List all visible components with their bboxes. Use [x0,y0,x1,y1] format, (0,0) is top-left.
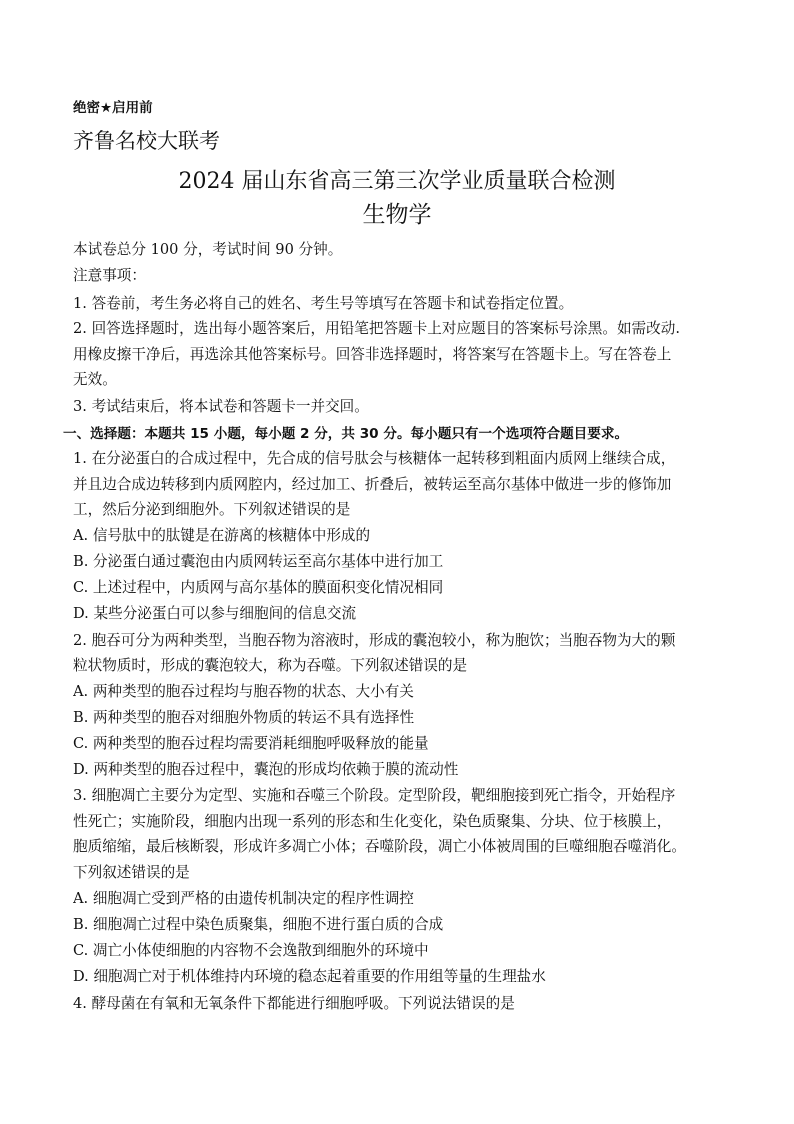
question-3-option-c: C. 凋亡小体使细胞的内容物不会逸散到细胞外的环境中 [73,942,429,959]
question-3-line-1: 3. 细胞凋亡主要分为定型、实施和吞噬三个阶段。定型阶段，靶细胞接到死亡指令，开始程序 [73,787,676,804]
exam-title: 2024 届山东省高三第三次学业质量联合检测 [178,169,616,194]
question-2-option-b: B. 两种类型的胞吞对细胞外物质的转运不具有选择性 [73,709,415,726]
organizer-title: 齐鲁名校大联考 [73,129,220,153]
question-3-option-b: B. 细胞凋亡过程中染色质聚集，细胞不进行蛋白质的合成 [73,916,444,933]
exam-intro: 本试卷总分 100 分，考试时间 90 分钟。 [73,241,343,258]
question-4-line-1: 4. 酵母菌在有氧和无氧条件下都能进行细胞呼吸。下列说法错误的是 [73,995,515,1012]
question-1-option-c: C. 上述过程中，内质网与高尔基体的膜面积变化情况相同 [73,579,444,596]
question-1-line-3: 工，然后分泌到细胞外。下列叙述错误的是 [73,501,351,518]
notice-item-3: 3. 考试结束后，将本试卷和答题卡一并交回。 [73,398,369,415]
question-3-line-3: 胞质缩缩，最后核断裂，形成许多凋亡小体；吞噬阶段，凋亡小体被周围的巨噬细胞吞噬消化。 [73,838,686,855]
question-3-option-a: A. 细胞凋亡受到严格的由遗传机制决定的程序性调控 [73,890,414,907]
question-2-option-c: C. 两种类型的胞吞过程均需要消耗细胞呼吸释放的能量 [73,735,429,752]
subject-title: 生物学 [362,202,432,228]
secret-tag: 绝密★启用前 [73,100,153,116]
question-1-option-d: D. 某些分泌蛋白可以参与细胞间的信息交流 [73,605,357,622]
question-1-line-2: 并且边合成边转移到内质网腔内，经过加工、折叠后，被转运至高尔基体中做进一步的修饰加 [73,476,672,493]
question-3-option-d: D. 细胞凋亡对于机体维持内环境的稳态起着重要的作用组等量的生理盐水 [73,968,546,985]
question-1-line-1: 1. 在分泌蛋白的合成过程中，先合成的信号肽会与核糖体一起转移到粗面内质网上继续合成， [73,450,676,467]
section-heading: 一、选择题：本题共 15 小题，每小题 2 分，共 30 分。每小题只有一个选项符合题目要求。 [63,426,629,442]
question-1-option-b: B. 分泌蛋白通过囊泡由内质网转运至高尔基体中进行加工 [73,553,444,570]
notice-item-2-line-3: 无效。 [73,371,117,388]
question-2-line-1: 2. 胞吞可分为两种类型，当胞吞物为溶液时，形成的囊泡较小，称为胞饮；当胞吞物为大的颗 [73,632,676,649]
notice-item-2-line-2: 用橡皮擦干净后，再选涂其他答案标号。回答非选择题时，将答案写在答题卡上。写在答卷上 [73,346,672,363]
notice-heading: 注意事项： [73,267,146,284]
question-3-line-2: 性死亡；实施阶段，细胞内出现一系列的形态和生化变化，染色质聚集、分块、位于核膜上， [73,813,672,830]
question-1-option-a: A. 信号肽中的肽键是在游离的核糖体中形成的 [73,527,371,544]
notice-item-1: 1. 答卷前，考生务必将自己的姓名、考生号等填写在答题卡和试卷指定位置。 [73,295,574,312]
question-2-option-a: A. 两种类型的胞吞过程均与胞吞物的状态、大小有关 [73,683,414,700]
question-2-option-d: D. 两种类型的胞吞过程中，囊泡的形成均依赖于膜的流动性 [73,761,459,778]
question-3-line-4: 下列叙述错误的是 [73,864,190,881]
notice-item-2-line-1: 2. 回答选择题时，选出每小题答案后，用铅笔把答题卡上对应题目的答案标号涂黑。如需改动. [73,320,680,337]
question-2-line-2: 粒状物质时，形成的囊泡较大，称为吞噬。下列叙述错误的是 [73,657,468,674]
